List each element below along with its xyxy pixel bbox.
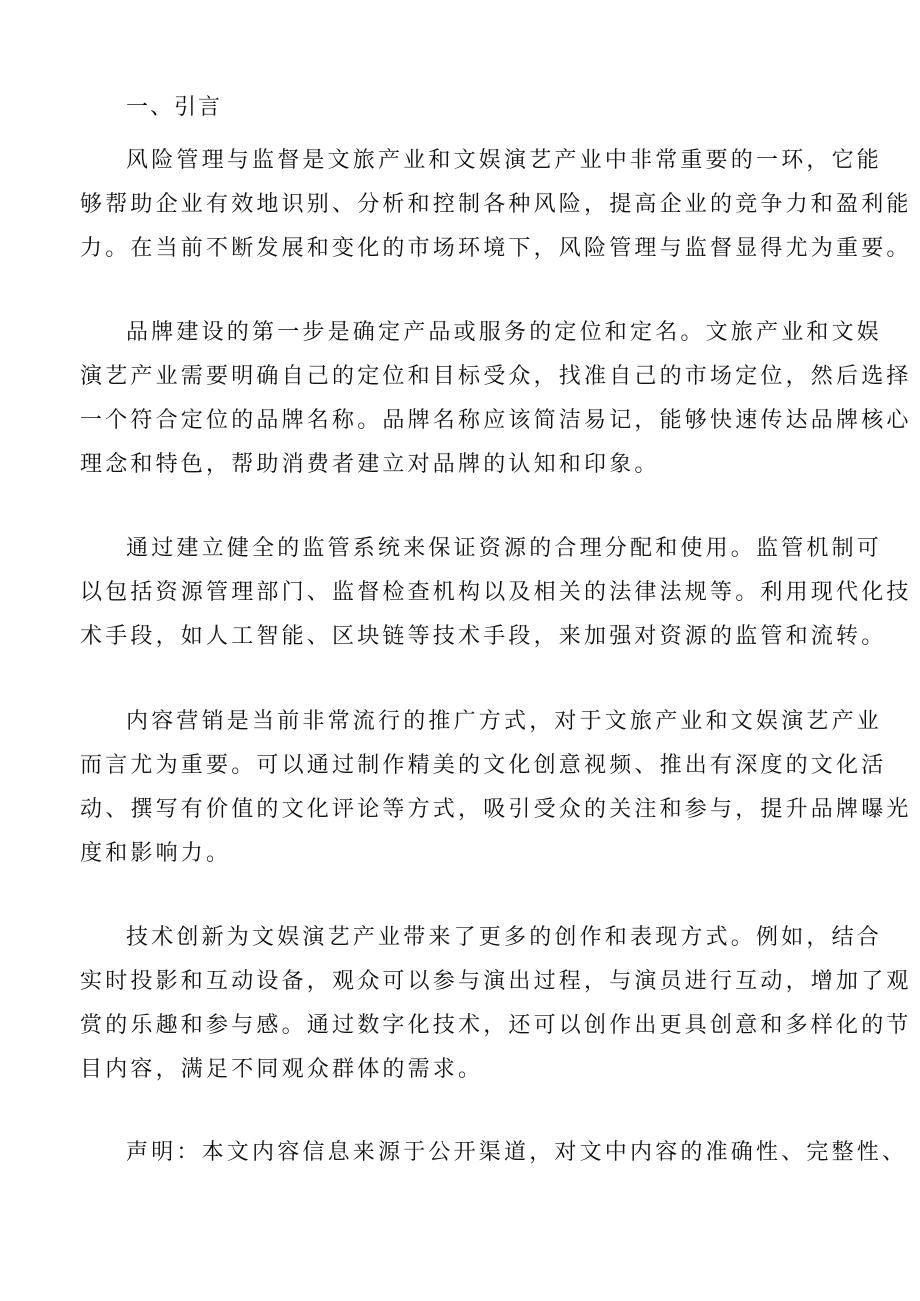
paragraph-line: 赏的乐趣和参与感。通过数字化技术，还可以创作出更具创意和多样化的节 xyxy=(80,1013,912,1038)
section-heading: 一、引言 xyxy=(126,95,223,120)
paragraph-line: 够帮助企业有效地识别、分析和控制各种风险，提高企业的竞争力和盈利能 xyxy=(80,192,912,217)
paragraph-line: 品牌建设的第一步是确定产品或服务的定位和定名。文旅产业和文娱 xyxy=(126,320,883,345)
paragraph-line: 技术创新为文娱演艺产业带来了更多的创作和表现方式。例如，结合 xyxy=(126,925,883,950)
paragraph-line: 以包括资源管理部门、监督检查机构以及相关的法律法规等。利用现代化技 xyxy=(80,580,912,605)
paragraph-risk-management xyxy=(80,139,912,271)
paragraph-line: 目内容，满足不同观众群体的需求。 xyxy=(80,1057,484,1082)
paragraph-tech-innovation xyxy=(80,916,912,1092)
paragraph-line: 一个符合定位的品牌名称。品牌名称应该简洁易记，能够快速传达品牌核心 xyxy=(80,408,912,433)
paragraph-line: 度和影响力。 xyxy=(80,841,232,866)
paragraph-line: 实时投影和互动设备，观众可以参与演出过程，与演员进行互动，增加了观 xyxy=(80,969,912,994)
paragraph-brand-building xyxy=(80,311,912,487)
paragraph-line: 而言尤为重要。可以通过制作精美的文化创意视频、推出有深度的文化活 xyxy=(80,753,887,778)
paragraph-line: 通过建立健全的监管系统来保证资源的合理分配和使用。监管机制可 xyxy=(126,536,883,561)
paragraph-content-marketing xyxy=(80,700,912,876)
paragraph-line: 内容营销是当前非常流行的推广方式，对于文旅产业和文娱演艺产业 xyxy=(126,709,883,734)
paragraph-line: 力。在当前不断发展和变化的市场环境下，风险管理与监督显得尤为重要。 xyxy=(80,236,912,261)
paragraph-line: 演艺产业需要明确自己的定位和目标受众，找准自己的市场定位，然后选择 xyxy=(80,364,912,389)
paragraph-line: 理念和特色，帮助消费者建立对品牌的认知和印象。 xyxy=(80,452,660,477)
paragraph-line: 术手段，如人工智能、区块链等技术手段，来加强对资源的监管和流转。 xyxy=(80,624,887,649)
paragraph-disclaimer xyxy=(80,1131,908,1175)
paragraph-regulation-system xyxy=(80,527,912,659)
paragraph-line: 动、撰写有价值的文化评论等方式，吸引受众的关注和参与，提升品牌曝光 xyxy=(80,797,912,822)
paragraph-line: 声明：本文内容信息来源于公开渠道，对文中内容的准确性、完整性、 xyxy=(126,1140,908,1165)
paragraph-line: 风险管理与监督是文旅产业和文娱演艺产业中非常重要的一环，它能 xyxy=(126,148,883,173)
